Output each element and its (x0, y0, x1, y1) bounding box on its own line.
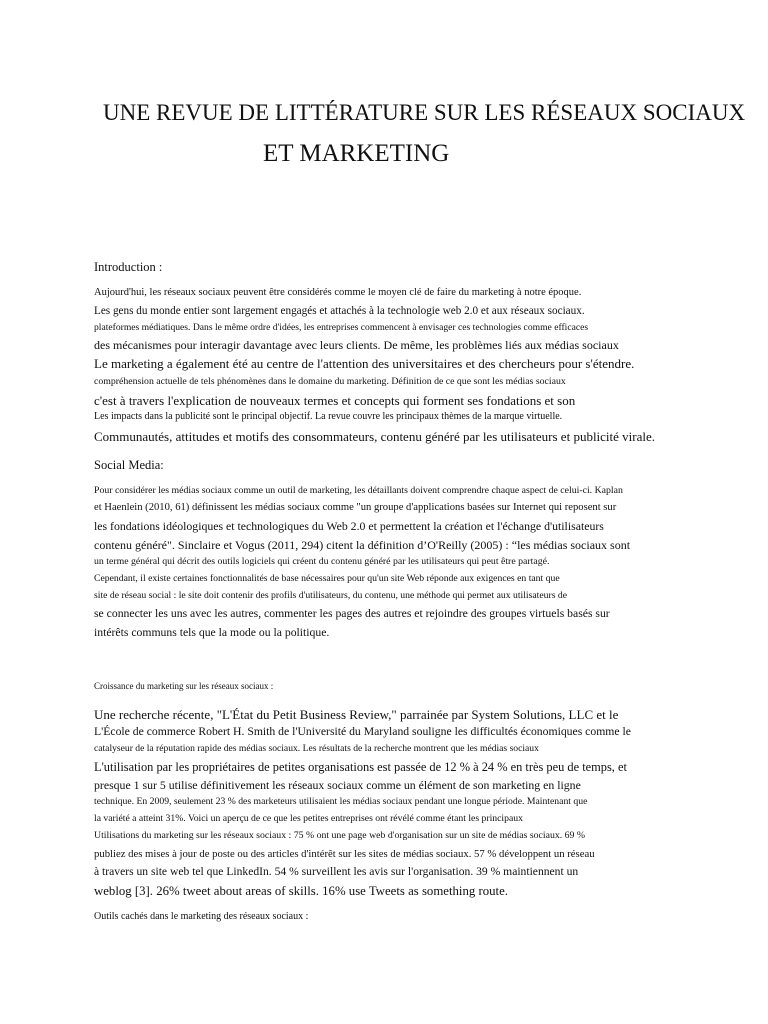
paragraph-line: intérêts communs tels que la mode ou la politique. (94, 626, 330, 639)
document-title-line-1: UNE REVUE DE LITTÉRATURE SUR LES RÉSEAUX SOCIAUX (103, 100, 746, 125)
social-media-heading: Social Media: (94, 458, 164, 472)
paragraph-line: les fondations idéologiques et technologiques du Web 2.0 et permettent la création et l'échange d'utilisateurs (94, 519, 604, 533)
croissance-heading: Croissance du marketing sur les réseaux sociaux : (94, 681, 274, 691)
paragraph-line: Les impacts dans la publicité sont le principal objectif. La revue couvre les principaux thèmes de la marque virtuelle. (94, 411, 563, 422)
paragraph-line: L'utilisation par les propriétaires de petites organisations est passée de 12 % à 24 % en très peu de temps, et (94, 760, 627, 774)
paragraph-line: Les gens du monde entier sont largement engagés et attachés à la technologie web 2.0 et aux réseaux sociaux. (94, 305, 585, 317)
paragraph-line: des mécanismes pour interagir davantage avec leurs clients. De même, les problèmes liés aux médias sociaux (94, 338, 619, 352)
paragraph-line: compréhension actuelle de tels phénomènes dans le domaine du marketing. Définition de ce que sont les médias sociaux (94, 376, 566, 387)
paragraph-line: catalyseur de la réputation rapide des médias sociaux. Les résultats de la recherche montrent que les médias sociaux (94, 743, 539, 754)
paragraph-line: c'est à travers l'explication de nouveaux termes et concepts qui forment ses fondations et son (94, 393, 576, 408)
paragraph-line: Utilisations du marketing sur les réseaux sociaux : 75 % ont une page web d'organisation sur un site de médias sociaux. 69 % (94, 830, 586, 841)
paragraph-line: contenu généré". Sinclaire et Vogus (2011, 294) citent la définition d’O'Reilly (2005) : “les médias sociaux sont (94, 538, 631, 552)
paragraph-line: Pour considérer les médias sociaux comme un outil de marketing, les détaillants doivent comprendre chaque aspect de celui-ci. Kaplan (94, 485, 623, 496)
paragraph-line: L'École de commerce Robert H. Smith de l'Université du Maryland souligne les difficultés économiques comme le (94, 725, 631, 738)
outils-heading: Outils cachés dans le marketing des réseaux sociaux : (94, 911, 309, 922)
paragraph-line: technique. En 2009, seulement 23 % des marketeurs utilisaient les médias sociaux pendant une longue période. Maintenant que (94, 796, 588, 807)
paragraph-line: Une recherche récente, "L'État du Petit Business Review," parrainée par System Solutions, LLC et le (94, 707, 619, 722)
paragraph-line: Cependant, il existe certaines fonctionnalités de base nécessaires pour qu'un site Web réponde aux exigences en tant que (94, 573, 560, 584)
paragraph-line: Aujourd'hui, les réseaux sociaux peuvent être considérés comme le moyen clé de faire du marketing à notre époque. (94, 287, 582, 298)
document-title-line-2: ET MARKETING (263, 140, 450, 167)
introduction-heading: Introduction : (94, 260, 163, 274)
paragraph-line: à travers un site web tel que LinkedIn. 54 % surveillent les avis sur l'organisation. 39 % maintiennent un (94, 865, 579, 878)
paragraph-line: un terme général qui décrit des outils logiciels qui créent du contenu généré par les utilisateurs qui peut être partagé. (94, 556, 550, 567)
paragraph-line: la variété a atteint 31%. Voici un aperçu de ce que les petites entreprises ont révélé comme étant les principaux (94, 813, 523, 824)
paragraph-line: Le marketing a également été au centre de l'attention des universitaires et des chercheurs pour s'étendre. (94, 356, 635, 371)
paragraph-line: et Haenlein (2010, 61) définissent les médias sociaux comme "un groupe d'applications basées sur Internet qui reposent sur (94, 502, 617, 513)
paragraph-line: publiez des mises à jour de poste ou des articles d'intérêt sur les sites de médias sociaux. 57 % développent un réseau (94, 848, 595, 860)
paragraph-line: site de réseau social : le site doit contenir des profils d'utilisateurs, du contenu, une méthode qui permet aux utilisateurs de (94, 590, 568, 601)
paragraph-line: Communautés, attitudes et motifs des consommateurs, contenu généré par les utilisateurs et publicité virale. (94, 429, 656, 444)
paragraph-line: se connecter les uns avec les autres, commenter les pages des autres et rejoindre des groupes virtuels basés sur (94, 607, 610, 620)
paragraph-line: presque 1 sur 5 utilise définitivement les réseaux sociaux comme un élément de son marketing en ligne (94, 778, 581, 792)
paragraph-line: weblog [3]. 26% tweet about areas of skills. 16% use Tweets as something route. (94, 884, 508, 898)
paragraph-line: plateformes médiatiques. Dans le même ordre d'idées, les entreprises commencent à envisager ces technologies comme efficaces (94, 322, 589, 333)
